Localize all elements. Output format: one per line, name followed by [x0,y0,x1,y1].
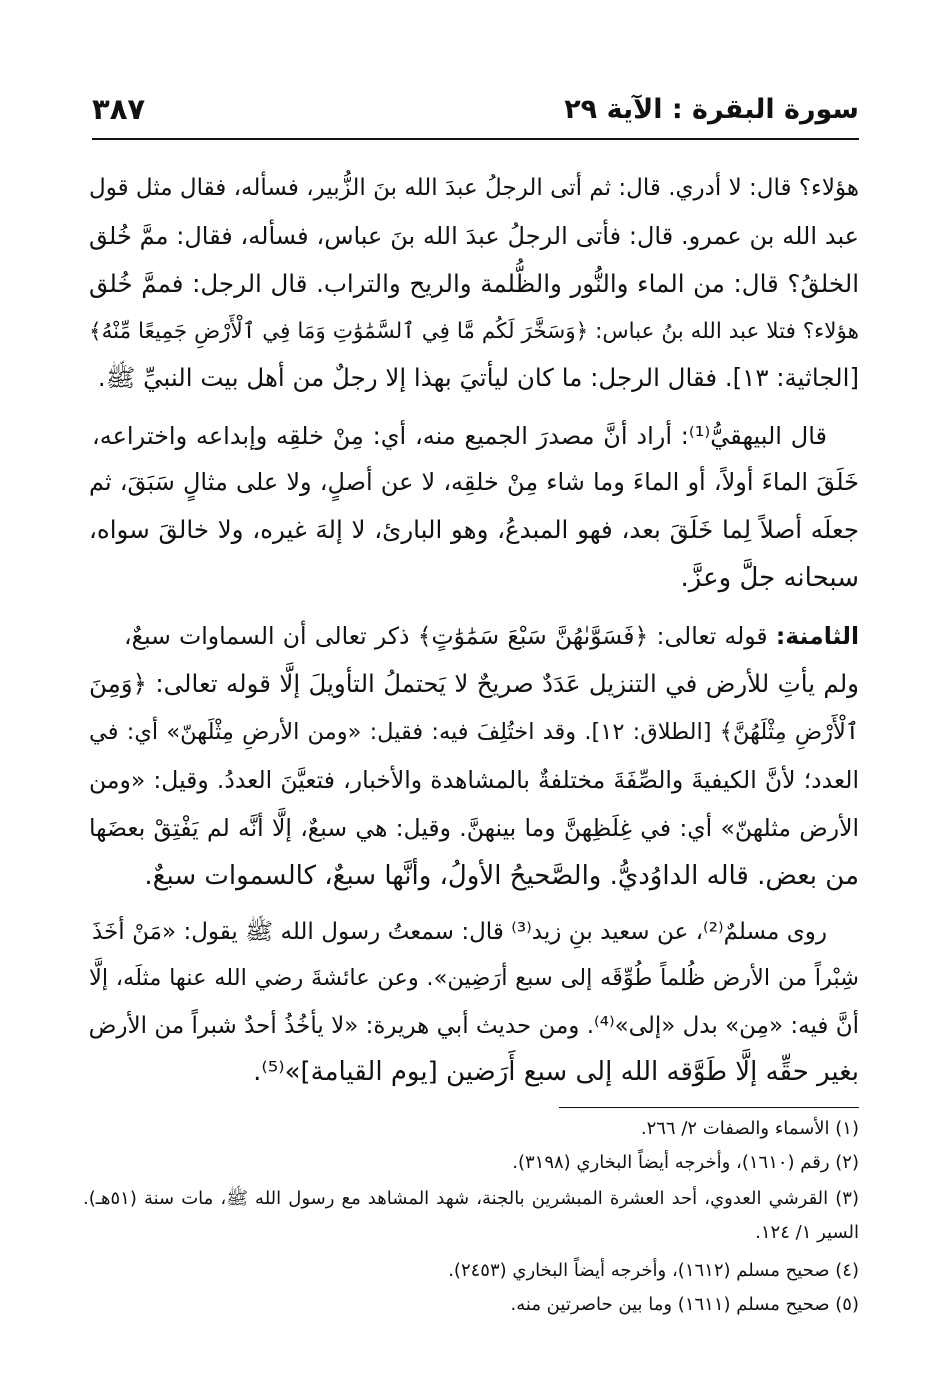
body-line: العدد؛ لأنَّ الكيفيةَ والصِّفَةَ مختلفةٌ بالمشاهدة والأخبار، فتعيَّنَ العددُ. وقيل: «ومن [89,766,859,794]
body-line: من بعض. قاله الداوُديُّ. والصَّحيحُ الأولُ، وأنَّها سبعٌ، كالسموات سبعٌ. [144,861,859,891]
body-line: الأرض مثلهنّ» أي: في غِلَظِهنَّ وما بينهنَّ. وقيل: هي سبعٌ، إلَّا أنَّه لم يَفْتِقْ بعضَها [89,814,859,842]
running-title: سورة البقرة : الآية ٢٩ [564,94,859,125]
body-line: سبحانه جلَّ وعزَّ. [680,563,859,593]
footnote-1: (١) الأسماء والصفات ٢/ ٢٦٦. [640,1118,859,1139]
section-lead: الثامنة: [775,622,859,650]
body-line: [الجاثية: ١٣]. فقال الرجل: ما كان ليأتيَ بهذا إلا رجلٌ من أهل بيت النبيِّ ﷺ. [97,363,859,392]
footnote-3-continued: السير ١/ ١٢٤. [755,1222,859,1243]
body-line: أنَّ فيه: «مِن» بدل «إلى»⁽⁴⁾. ومن حديث أبي هريرة: «لا يأخُذُ أحدٌ شبراً من الأرض [88,1013,859,1039]
body-line: بغير حقِّه إلَّا طَوَّقه الله إلى سبع أَرَضين [يوم القيامة]»⁽⁵⁾. [253,1057,859,1087]
footnote-rule [559,1107,859,1108]
header-rule [92,138,859,140]
body-line: خَلَقَ الماءَ أولاً، أو الماءَ وما شاء مِنْ خلقِه، لا عن أصلٍ، ولا على مثالٍ سَبَقَ، ثم [89,468,859,496]
body-line: هؤلاء؟ فتلا عبد الله بنُ عباس: ﴿وَسَخَّرَ لَكُم مَّا فِي ٱلسَّمَٰوَٰتِ وَمَا فِي ٱلْأَرْضِ جَمِيعًا مِّنْهُ﴾ [89,319,859,344]
footnote-4: (٤) صحيح مسلم (١٦١٢)، وأخرجه أيضاً البخاري (٢٤٥٣). [448,1260,859,1281]
body-line: شِبْراً من الأرض ظُلماً طُوِّقَه إلى سبع أرَضِين». وعن عائشةَ رضي الله عنها مثلَه، إلَّا [89,965,859,991]
body-line: ٱلْأَرْضِ مِثْلَهُنَّ﴾ [الطلاق: ١٢]. وقد اختُلِفَ فيه: فقيل: «ومن الأرضِ مِثْلَهنّ» أي: في [89,719,859,745]
page-number: ٣٨٧ [92,92,146,126]
body-line: الخلقُ؟ قال: من الماء والنُّور والظُّلمة والريح والتراب. قال الرجل: فممَّ خُلق [89,269,859,298]
body-line: روى مسلمٌ⁽²⁾، عن سعيد بنِ زيد⁽³⁾ قال: سمعتُ رسول الله ﷺ يقول: «مَنْ أخَذَ [92,919,828,945]
body-line-text: قوله تعالى: ﴿فَسَوَّىٰهُنَّ سَبْعَ سَمَٰوَٰتٍ﴾ ذكر تعالى أن السماوات سبعٌ، [124,622,768,650]
body-line: عبد الله بن عمرو. قال: فأتى الرجلُ عبدَ الله بنَ عباس، فسأله، فقال: ممَّ خُلق [89,222,859,250]
body-line-lead [124,616,859,656]
body-line: قال البيهقيُّ⁽¹⁾: أراد أنَّ مصدرَ الجميع منه، أي: مِنْ خلقِه وإبداعه واختراعه، [92,422,827,450]
body-line: هؤلاء؟ قال: لا أدري. قال: ثم أتى الرجلُ عبدَ الله بنَ الزُّبير، فسأله، فقال مثل قول [89,175,859,201]
footnote-5: (٥) صحيح مسلم (١٦١١) وما بين حاصرتين منه. [510,1294,859,1315]
footnote-3: (٣) القرشي العدوي، أحد العشرة المبشرين بالجنة، شهد المشاهد مع رسول الله ﷺ، مات سنة (٥١هـ). [83,1188,859,1209]
body-line: جعلَه أصلاً لِما خَلَقَ بعد، فهو المبدعُ، وهو البارئ، لا إلهَ غيره، ولا خالقَ سواه، [89,515,859,544]
body-line: ولم يأتِ للأرض في التنزيل عَدَدٌ صريحٌ لا يَحتملُ التأويلَ إلَّا قوله تعالى: ﴿وَمِنَ [89,669,859,698]
footnote-2: (٢) رقم (١٦١٠)، وأخرجه أيضاً البخاري (٣١٩٨). [512,1152,859,1173]
running-head [92,88,859,136]
